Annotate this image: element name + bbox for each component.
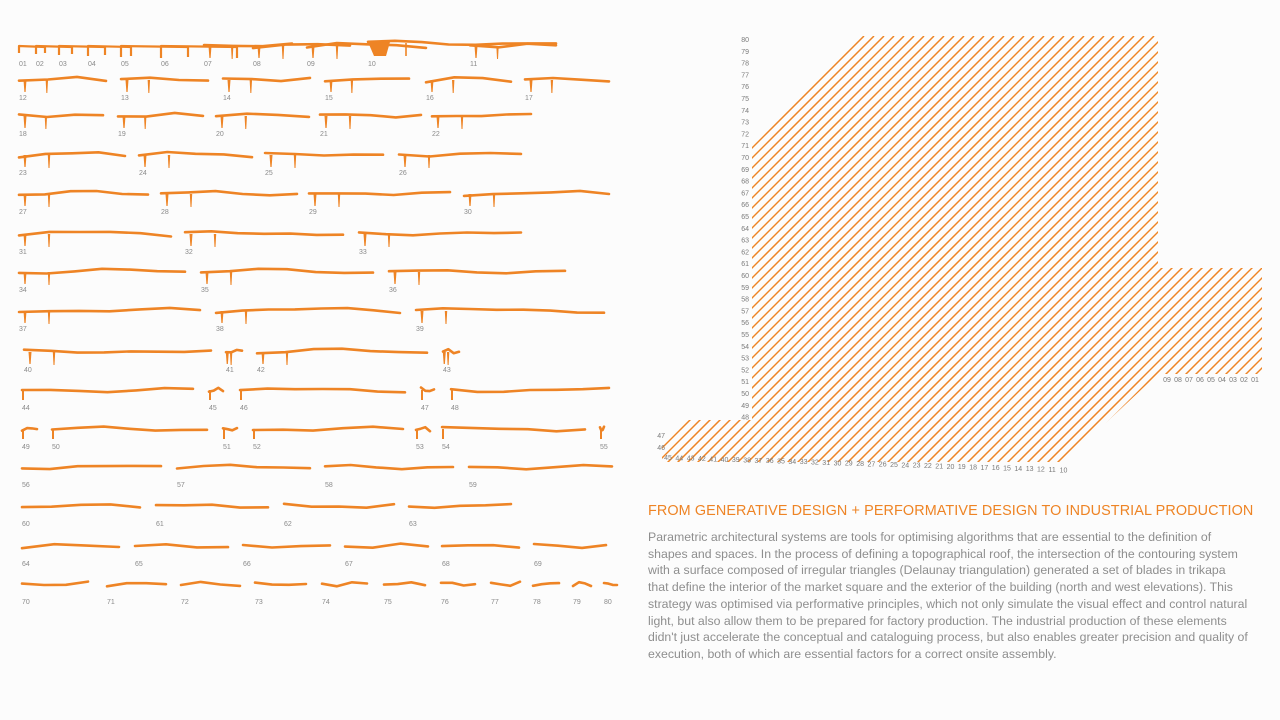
blade-label: 17 bbox=[525, 95, 533, 102]
blade-label: 79 bbox=[573, 599, 581, 606]
plan-label: 79 bbox=[741, 48, 749, 56]
plan-label: 66 bbox=[741, 202, 749, 210]
blade-label: 27 bbox=[19, 209, 27, 216]
plan-label: 13 bbox=[1025, 466, 1034, 474]
blade-label: 28 bbox=[161, 209, 169, 216]
blade-label: 46 bbox=[240, 405, 248, 412]
plan-label: 11 bbox=[1048, 466, 1056, 474]
plan-label: 68 bbox=[741, 178, 749, 186]
blade-label: 31 bbox=[19, 249, 27, 256]
plan-label: 44 bbox=[675, 455, 684, 463]
blade-label: 51 bbox=[223, 444, 231, 451]
blade-label: 20 bbox=[216, 131, 224, 138]
plan-label: 21 bbox=[935, 463, 944, 471]
plan-label: 35 bbox=[777, 458, 785, 466]
plan-label: 25 bbox=[890, 462, 898, 469]
plan-label: 72 bbox=[741, 131, 749, 139]
blade-label: 30 bbox=[464, 209, 472, 216]
blade-label: 18 bbox=[19, 131, 27, 138]
blade-label: 41 bbox=[226, 367, 234, 374]
blade-label: 22 bbox=[432, 131, 440, 138]
plan-label: 48 bbox=[741, 414, 749, 422]
plan-label: 59 bbox=[741, 284, 749, 292]
plan-label: 62 bbox=[741, 249, 749, 257]
plan-label: 37 bbox=[754, 457, 763, 465]
blade-label: 07 bbox=[204, 61, 212, 68]
plan-label: 75 bbox=[741, 96, 749, 103]
blade-label: 76 bbox=[441, 599, 449, 606]
plan-label: 54 bbox=[741, 343, 749, 351]
blade-label: 67 bbox=[345, 561, 353, 568]
blade-label: 63 bbox=[409, 521, 417, 528]
blade-label: 72 bbox=[181, 599, 189, 606]
blade-label: 42 bbox=[257, 367, 265, 374]
plan-label: 28 bbox=[856, 460, 864, 468]
blade-label: 47 bbox=[421, 405, 429, 412]
plan-label: 32 bbox=[811, 459, 819, 467]
blade-label: 12 bbox=[19, 95, 27, 102]
plan-label: 04 bbox=[1218, 377, 1226, 384]
plan-label: 02 bbox=[1240, 377, 1248, 384]
plan-label: 40 bbox=[720, 456, 729, 464]
blade-label: 04 bbox=[88, 61, 96, 68]
plan-label: 29 bbox=[844, 460, 853, 468]
blade-label: 26 bbox=[399, 170, 407, 177]
blade-label: 59 bbox=[469, 482, 477, 489]
plan-label: 27 bbox=[867, 461, 876, 469]
blade-label: 35 bbox=[201, 287, 209, 294]
plan-label: 50 bbox=[741, 391, 749, 398]
plan-label: 78 bbox=[741, 60, 749, 68]
blade-label: 45 bbox=[209, 405, 217, 412]
blade-label: 19 bbox=[118, 131, 126, 138]
blade-label: 68 bbox=[442, 561, 450, 568]
blade-label: 21 bbox=[320, 131, 328, 138]
blade-label: 64 bbox=[22, 561, 30, 568]
plan-label: 47 bbox=[657, 433, 665, 440]
blade-label: 61 bbox=[156, 521, 164, 528]
blade-label: 73 bbox=[255, 599, 263, 606]
plan-label: 76 bbox=[741, 84, 749, 92]
blade-label: 14 bbox=[223, 95, 231, 102]
plan-label: 58 bbox=[741, 296, 749, 304]
plan-label: 01 bbox=[1251, 377, 1259, 384]
plan-label: 43 bbox=[686, 455, 695, 463]
blade-label: 15 bbox=[325, 95, 333, 102]
blade-label: 06 bbox=[161, 61, 169, 68]
blade-label: 29 bbox=[309, 209, 317, 216]
plan-label: 74 bbox=[741, 107, 749, 115]
plan-label: 06 bbox=[1196, 377, 1204, 384]
blade-label: 11 bbox=[470, 61, 478, 68]
blade-label: 13 bbox=[121, 95, 129, 102]
plan-label: 18 bbox=[969, 464, 977, 472]
blade-label: 36 bbox=[389, 287, 397, 294]
blade-label: 25 bbox=[265, 170, 273, 177]
plan-label: 53 bbox=[741, 355, 749, 363]
plan-label: 31 bbox=[822, 459, 831, 467]
blade-label: 10 bbox=[368, 61, 376, 68]
blade-label: 54 bbox=[442, 444, 450, 451]
blade-label: 37 bbox=[19, 326, 27, 333]
blade-label: 53 bbox=[416, 444, 424, 451]
plan-label: 57 bbox=[741, 308, 749, 316]
plan-label: 41 bbox=[709, 456, 718, 464]
blade-label: 52 bbox=[253, 444, 261, 451]
plan-label: 64 bbox=[741, 225, 749, 233]
plan-label: 38 bbox=[743, 457, 751, 465]
blade-label: 66 bbox=[243, 561, 251, 568]
plan-label: 33 bbox=[799, 459, 808, 467]
plan-label: 12 bbox=[1037, 466, 1045, 474]
plan-label: 61 bbox=[741, 261, 749, 269]
blade-label: 40 bbox=[24, 367, 32, 374]
blade-label: 33 bbox=[359, 249, 367, 256]
plan-label: 52 bbox=[741, 367, 749, 375]
blade-label: 38 bbox=[216, 326, 224, 333]
blade-label: 80 bbox=[604, 599, 612, 606]
plan-label: 30 bbox=[833, 460, 842, 468]
plan-label: 05 bbox=[1207, 377, 1215, 384]
plan-label: 09 bbox=[1163, 377, 1171, 384]
blade-label: 65 bbox=[135, 561, 143, 568]
plan-label: 24 bbox=[901, 462, 910, 470]
plan-label: 42 bbox=[698, 456, 706, 464]
blade-label: 08 bbox=[253, 61, 261, 68]
plan-label: 65 bbox=[741, 214, 749, 221]
blade-label: 44 bbox=[22, 405, 30, 412]
plan-label: 51 bbox=[741, 379, 749, 387]
blade-label: 49 bbox=[22, 444, 30, 451]
plan-label: 69 bbox=[741, 166, 749, 174]
blade-label: 48 bbox=[451, 405, 459, 412]
blade-label: 24 bbox=[139, 170, 147, 177]
plan-label: 20 bbox=[946, 463, 955, 471]
blade-label: 62 bbox=[284, 521, 292, 528]
blade-label: 23 bbox=[19, 170, 27, 177]
plan-label: 03 bbox=[1229, 377, 1237, 384]
plan-label: 26 bbox=[878, 461, 887, 469]
plan-label: 55 bbox=[741, 332, 749, 339]
blade-label: 70 bbox=[22, 599, 30, 606]
plan-label: 08 bbox=[1174, 377, 1182, 384]
plan-label: 16 bbox=[991, 465, 1000, 473]
blade-label: 02 bbox=[36, 61, 44, 68]
plan-label: 19 bbox=[957, 464, 966, 472]
blade-label: 43 bbox=[443, 367, 451, 374]
plan-label: 80 bbox=[741, 37, 749, 44]
blade-label: 75 bbox=[384, 599, 392, 606]
plan-label: 17 bbox=[980, 464, 989, 472]
plan-label: 71 bbox=[741, 143, 749, 151]
blade-label: 60 bbox=[22, 521, 30, 528]
blade-label: 16 bbox=[426, 95, 434, 102]
plan-label: 49 bbox=[741, 402, 749, 410]
blade-label: 57 bbox=[177, 482, 185, 489]
plan-label: 56 bbox=[741, 320, 749, 328]
plan-label: 39 bbox=[731, 457, 740, 465]
plan-label: 77 bbox=[741, 72, 749, 80]
plan-label: 14 bbox=[1014, 465, 1023, 473]
blade-label: 55 bbox=[600, 444, 608, 451]
plan-label: 22 bbox=[924, 463, 932, 471]
blade-label: 34 bbox=[19, 287, 27, 294]
plan-label: 67 bbox=[741, 190, 749, 198]
plan-label: 45 bbox=[664, 455, 672, 462]
blade-label: 77 bbox=[491, 599, 499, 606]
blade-label: 39 bbox=[416, 326, 424, 333]
blade-label: 78 bbox=[533, 599, 541, 606]
blade-label: 71 bbox=[107, 599, 115, 606]
blade-label: 56 bbox=[22, 482, 30, 489]
blade-label: 58 bbox=[325, 482, 333, 489]
plan-label: 73 bbox=[741, 119, 749, 127]
plan-label: 70 bbox=[741, 155, 749, 162]
section-title: FROM GENERATIVE DESIGN + PERFORMATIVE DESIGN TO INDUSTRIAL PRODUCTION bbox=[648, 503, 1254, 519]
body-paragraph: Parametric architectural systems are tools for optimising algorithms that are essential to the definition of shapes and spaces. In the process of defining a topographical roof, the intersection of the contouring system with a surface composed of irregular triangles (Delaunay triangulation) generated a set of blades in trikapa that define the interior of the market square and the exterior of the building (north and west elevations). This strategy was optimised via performative principles, which not only simulate the visual effect and control natural light, but also allow them to be prepared for factory production. The industrial production of these elements didn't just accelerate the conceptual and cataloguing process, but also enables greater precision and quality of execution, both of which are essential factors for a correct onsite assembly. bbox=[648, 530, 1248, 661]
blade-label: 32 bbox=[185, 249, 193, 256]
plan-label: 36 bbox=[765, 458, 774, 466]
blade-label: 01 bbox=[19, 61, 27, 68]
blade-label: 69 bbox=[534, 561, 542, 568]
blade-label: 09 bbox=[307, 61, 315, 68]
plan-label: 34 bbox=[788, 458, 797, 466]
blade-label: 50 bbox=[52, 444, 60, 451]
plan-label: 07 bbox=[1185, 377, 1193, 384]
plan-label: 10 bbox=[1059, 467, 1068, 475]
plan-label: 46 bbox=[657, 445, 665, 452]
blade-label: 05 bbox=[121, 61, 129, 68]
plan-label: 60 bbox=[741, 273, 749, 280]
blade-label: 03 bbox=[59, 61, 67, 68]
plan-label: 63 bbox=[741, 237, 749, 245]
plan-label: 15 bbox=[1003, 465, 1011, 473]
plan-label: 23 bbox=[912, 462, 921, 470]
blade-label: 74 bbox=[322, 599, 330, 606]
